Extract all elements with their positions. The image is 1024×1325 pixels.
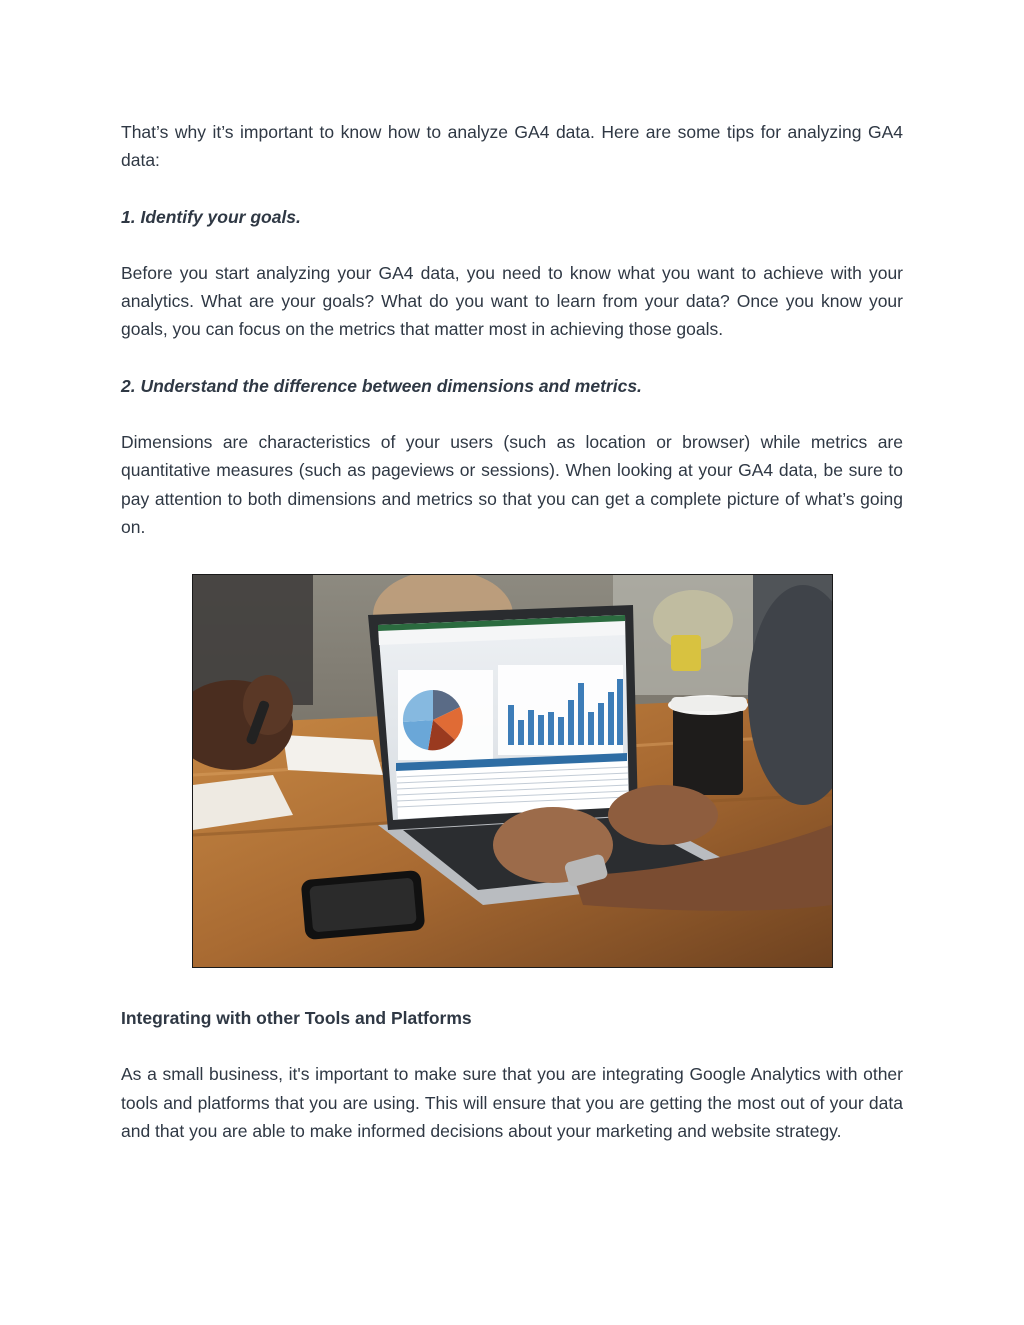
section-integrating (121, 1004, 903, 1145)
tip1-paragraph: Before you start analyzing your GA4 data, you need to know what you want to achieve with your analytics. What are your goals? What do you want to learn from your data? Once you know your goals, you can focus on the metrics that matter most in achieving those goals. (121, 262, 903, 340)
section-paragraph: As a small business, it's important to make sure that you are integrating Google Analytics with other tools and platforms that you are using. This will ensure that you are getting the most out of your data and that you are able to make informed decisions about your marketing and website strategy. (121, 1064, 903, 1141)
photo-laptop-analytics-icon (193, 575, 832, 967)
document-page (121, 118, 903, 541)
tip1-heading: 1. Identify your goals. (121, 206, 301, 227)
laptop-analytics-photo (192, 574, 833, 968)
section-heading: Integrating with other Tools and Platforms (121, 1008, 472, 1028)
tip2-paragraph: Dimensions are characteristics of your users (such as location or browser) while metrics are quantitative measures (such as pageviews or sessions). When looking at your GA4 data, be sure to pay attention to both dimensions and metrics so that you can get a complete picture of what’s going on. (121, 432, 903, 537)
intro-paragraph: That’s why it’s important to know how to analyze GA4 data. Here are some tips for analyzing GA4 data: (121, 122, 903, 171)
tip2-heading: 2. Understand the difference between dimensions and metrics. (121, 375, 642, 396)
